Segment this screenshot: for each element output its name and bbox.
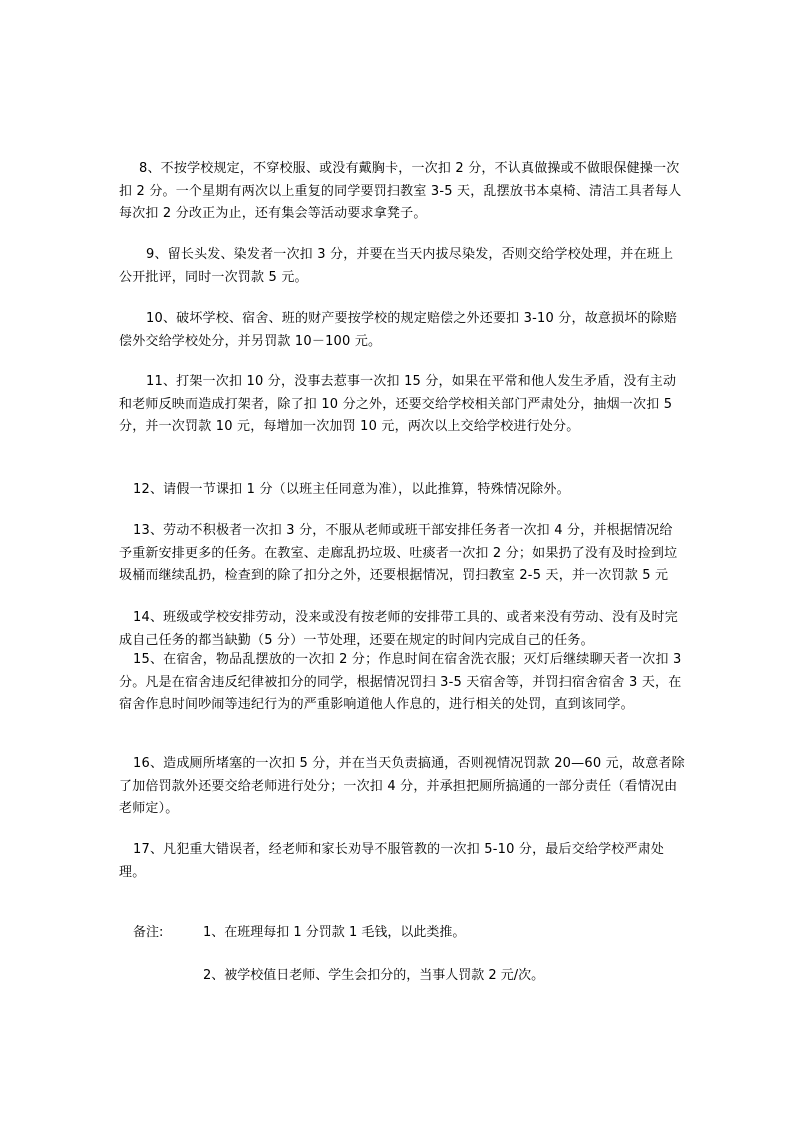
rule-12-paragraph: 12、请假一节课扣 1 分（以班主任同意为准），以此推算，特殊情况除外。 xyxy=(133,482,570,497)
rule-11-paragraph: 11、打架一次扣 10 分，没事去惹事一次扣 15 分，如果在平常和他人发生矛盾，没有主动和老师反映而造成打架者，除了扣 10 分之外，还要交给学校相关部门严肃处分，抽烟一次扣 5 分，并一次罚款 10 元，每增加一次加罚 10 元，两次以上交给学校进行处分。 xyxy=(119,374,677,434)
rule-17-paragraph: 17、凡犯重大错误者，经老师和家长劝导不服管教的一次扣 5-10 分，最后交给学校严肃处理。 xyxy=(119,842,665,880)
rule-9-paragraph: 9、留长头发、染发者一次扣 3 分，并要在当天内拔尽染发，否则交给学校处理，并在班上公开批评，同时一次罚款 5 元。 xyxy=(119,247,674,285)
rule-16-paragraph: 16、造成厕所堵塞的一次扣 5 分，并在当天负责搞通，否则视情况罚款 20—60 元，故意者除了加倍罚款外还要交给老师进行处分；一次扣 4 分，并承担把厕所搞通的一部分责任（看情况由老师定）。 xyxy=(119,756,685,816)
rule-8-paragraph: 8、不按学校规定，不穿校服、或没有戴胸卡，一次扣 2 分，不认真做操或不做眼保健操一次扣 2 分。一个星期有两次以上重复的同学要罚扫教室 3-5 天，乱摆放书本桌椅、清洁工具者每人每次扣 2 分改正为止，还有集会等活动要求拿凳子。 xyxy=(119,161,682,221)
notes-label: 备注: xyxy=(133,925,164,940)
note-item-2: 2、被学校值日老师、学生会扣分的，当事人罚款 2 元/次。 xyxy=(203,968,545,983)
rule-10-paragraph: 10、破坏学校、宿舍、班的财产要按学校的规定赔偿之外还要扣 3-10 分，故意损坏的除赔偿外交给学校处分，并另罚款 10－100 元。 xyxy=(119,311,678,349)
note-item-1: 1、在班理每扣 1 分罚款 1 毛钱，以此类推。 xyxy=(203,925,466,940)
rule-13-paragraph: 13、劳动不积极者一次扣 3 分，不服从老师或班干部安排任务者一次扣 4 分，并根据情况给予重新安排更多的任务。在教室、走廊乱扔垃圾、吐痰者一次扣 2 分；如果扔了没有及时捡到垃圾桶而继续乱扔，检查到的除了扣分之外，还要根据情况，罚扫教室 2-5 天，并一次罚款 5 元 xyxy=(119,523,678,583)
rule-14-paragraph: 14、班级或学校安排劳动，没来或没有按老师的安排带工具的、或者来没有劳动、没有及时完成自己任务的都当缺勤（5 分）一节处理，还要在规定的时间内完成自己的任务。 xyxy=(119,610,678,648)
rule-15-paragraph: 15、在宿舍，物品乱摆放的一次扣 2 分；作息时间在宿舍洗衣服；灭灯后继续聊天者一次扣 3 分。凡是在宿舍违反纪律被扣分的同学，根据情况罚扫 3-5 天宿舍等，并罚扫宿舍宿舍 3 天，在宿舍作息时间吵闹等违纪行为的严重影响道他人作息的，进行相关的处罚，直到该同学。 xyxy=(119,652,682,712)
